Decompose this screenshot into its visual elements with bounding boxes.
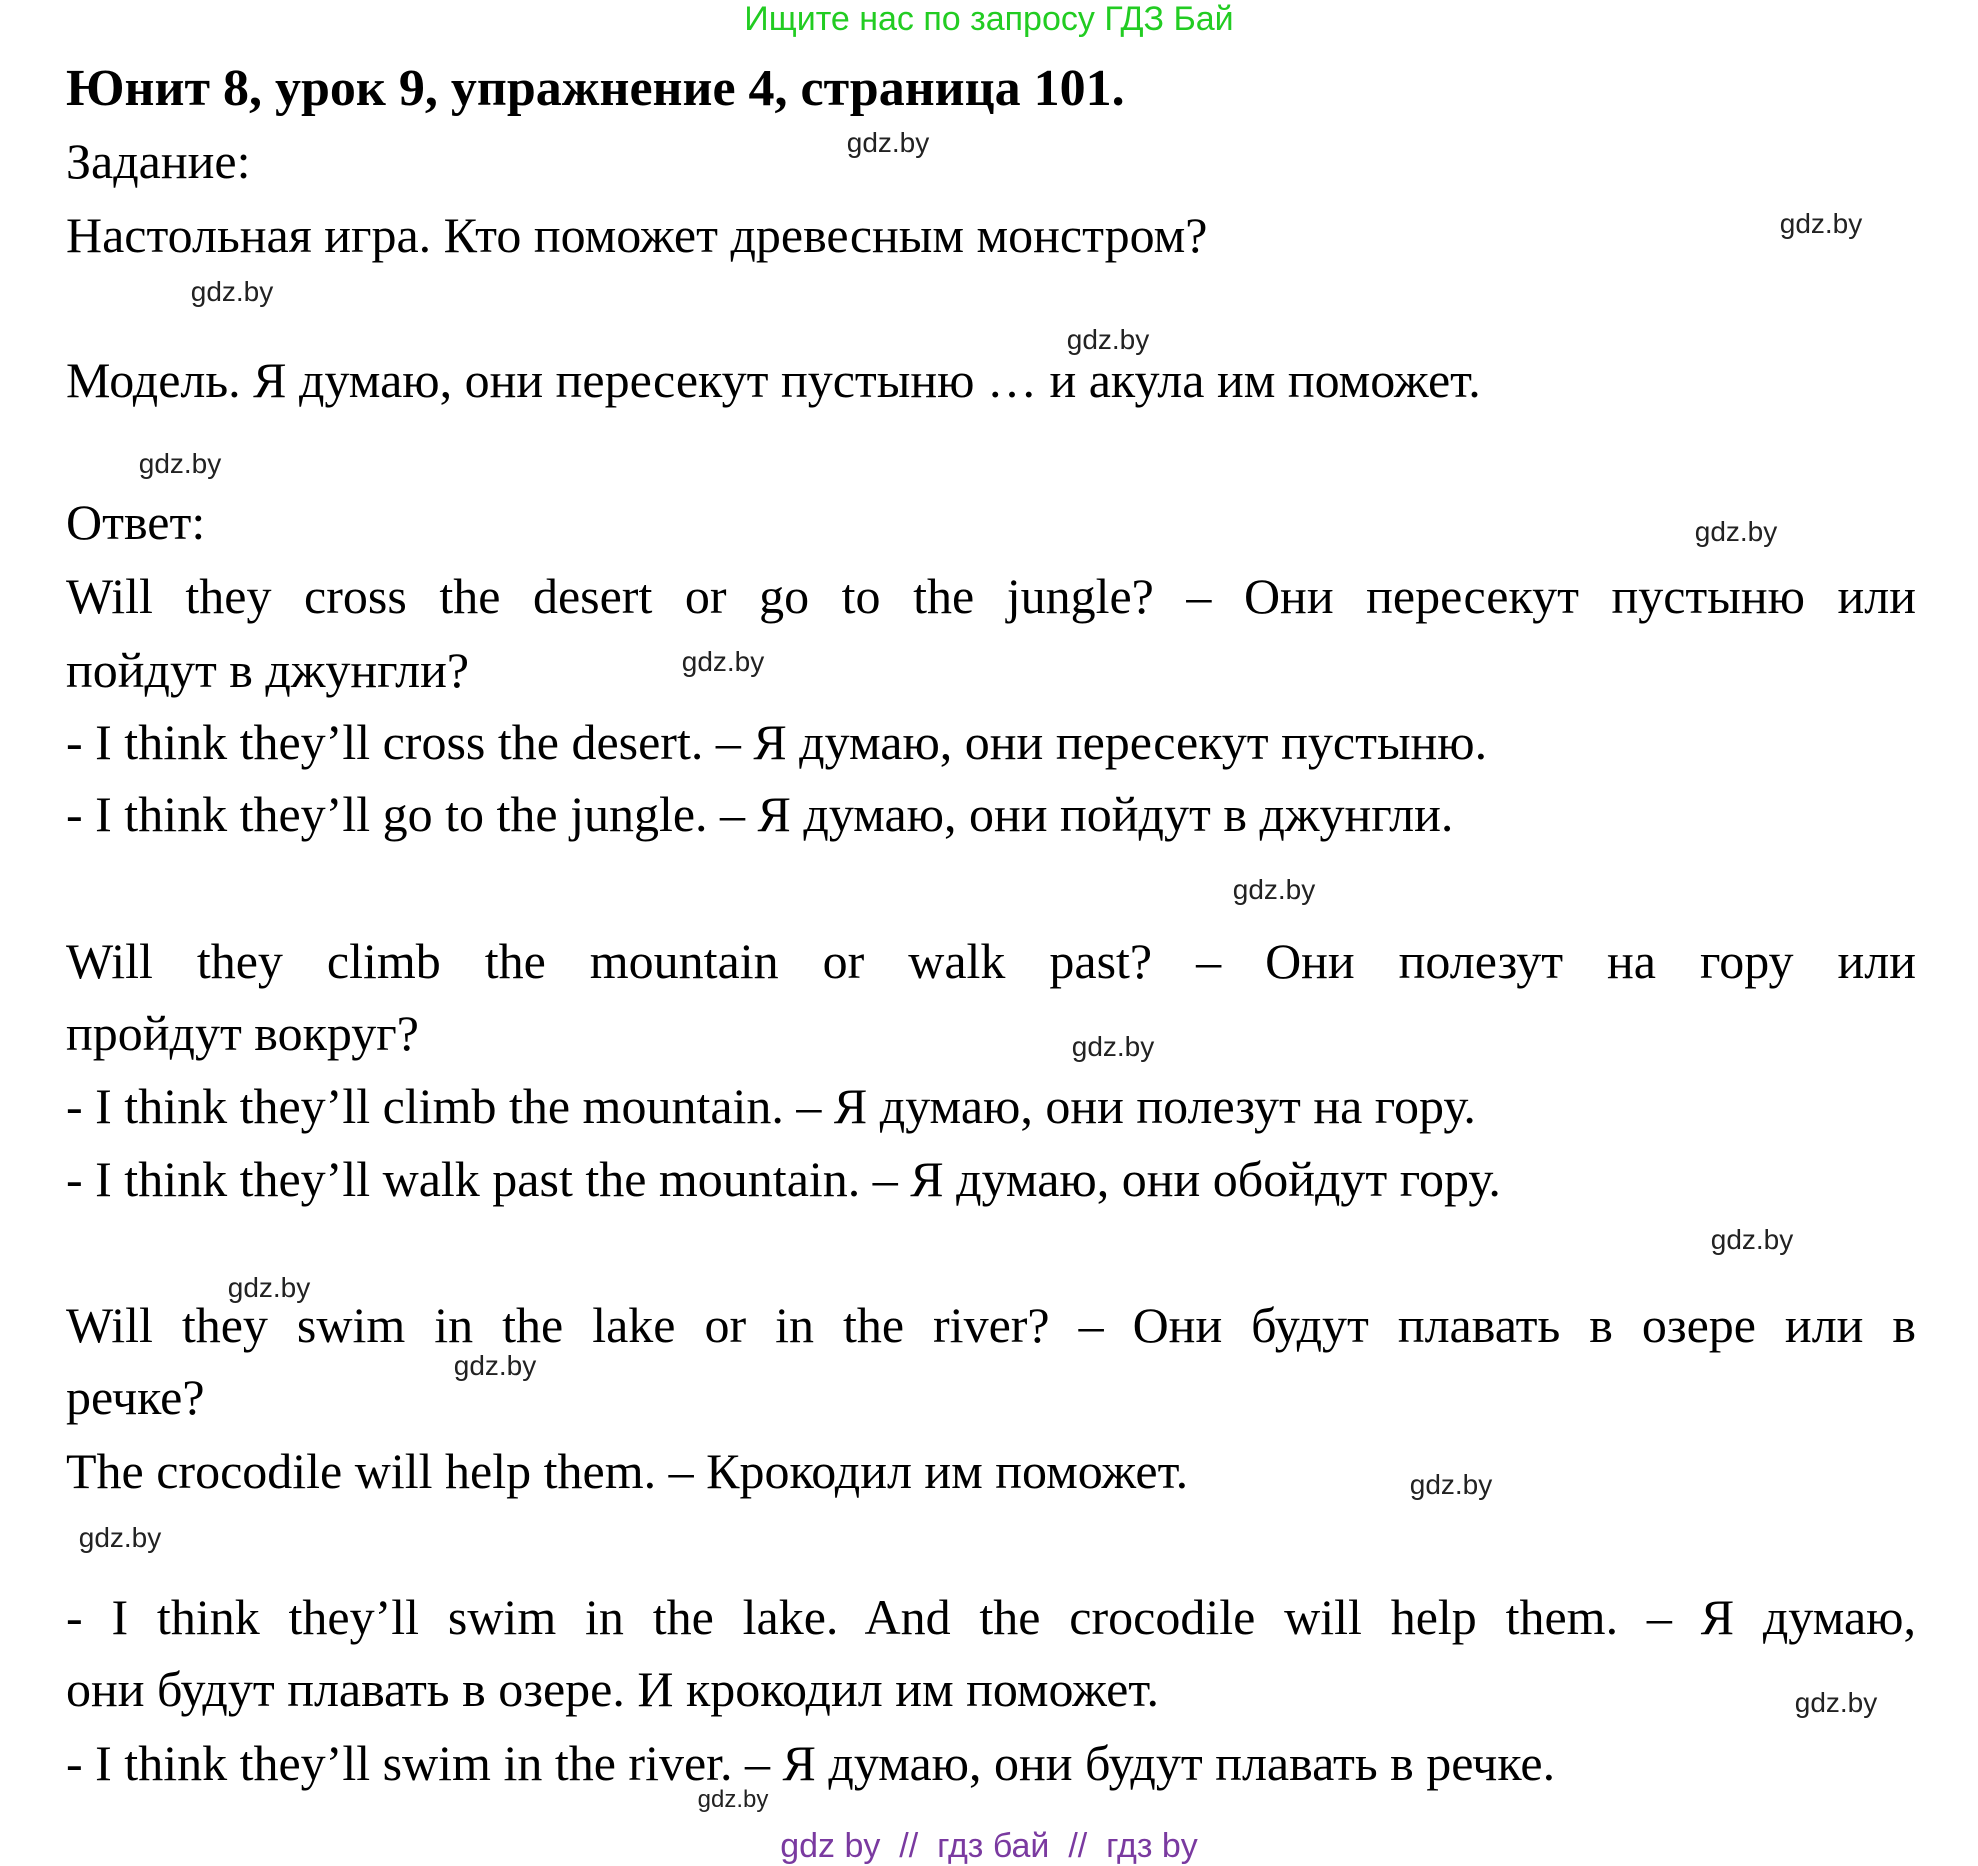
task-label: Задание: (66, 133, 251, 189)
search-banner: Ищите нас по запросу ГДЗ Бай (744, 0, 1234, 38)
watermark: gdz.by (1409, 1469, 1493, 1500)
answer-line: - I think they’ll go to the jungle. – Я думаю, они пойдут в джунгли. (66, 786, 1454, 842)
footer-links: gdz by // гдз бай // гдз by (780, 1827, 1198, 1865)
watermark: gdz.by (190, 276, 274, 307)
answer-line: речке? (66, 1369, 205, 1425)
task-text: Настольная игра. Кто поможет древесным монстром? (66, 207, 1208, 263)
answer-line: Will they swim in the lake or in the river? – Они будут плавать в озере или в (66, 1297, 1916, 1353)
watermark: gdz.by (1066, 324, 1150, 355)
watermark: gdz.by (227, 1272, 311, 1303)
answer-line: Will they cross the desert or go to the jungle? – Они пересекут пустыню или (66, 568, 1916, 624)
answer-line: пойдут в джунгли? (66, 642, 470, 698)
page-title: Юнит 8, урок 9, упражнение 4, страница 101. (66, 60, 1125, 117)
answer-line: - I think they’ll swim in the river. – Я думаю, они будут плавать в речке. (66, 1735, 1556, 1791)
watermark: gdz.by (78, 1522, 162, 1553)
answer-line: пройдут вокруг? (66, 1005, 419, 1061)
watermark: gdz.by (846, 127, 930, 158)
watermark: gdz.by (697, 1786, 769, 1813)
answer-line: - I think they’ll swim in the lake. And the crocodile will help them. – Я думаю, (66, 1589, 1916, 1645)
watermark: gdz.by (1710, 1224, 1794, 1255)
answer-line: - I think they’ll walk past the mountain. – Я думаю, они обойдут гору. (66, 1151, 1501, 1207)
watermark: gdz.by (1694, 516, 1778, 547)
answer-line: они будут плавать в озере. И крокодил им поможет. (66, 1661, 1159, 1717)
answer-line: - I think they’ll climb the mountain. – Я думаю, они полезут на гору. (66, 1078, 1476, 1134)
answer-line: Will they climb the mountain or walk past? – Они полезут на гору или (66, 933, 1916, 989)
answer-line: The crocodile will help them. – Крокодил им поможет. (66, 1443, 1189, 1499)
model-text: Модель. Я думаю, они пересекут пустыню … и акула им поможет. (66, 352, 1481, 408)
watermark: gdz.by (1779, 208, 1863, 239)
watermark: gdz.by (1232, 874, 1316, 905)
answer-label: Ответ: (66, 494, 206, 550)
watermark: gdz.by (1794, 1687, 1878, 1718)
watermark: gdz.by (681, 646, 765, 677)
answer-line: - I think they’ll cross the desert. – Я думаю, они пересекут пустыню. (66, 714, 1488, 770)
watermark: gdz.by (1071, 1031, 1155, 1062)
watermark: gdz.by (138, 448, 222, 479)
watermark: gdz.by (453, 1350, 537, 1381)
